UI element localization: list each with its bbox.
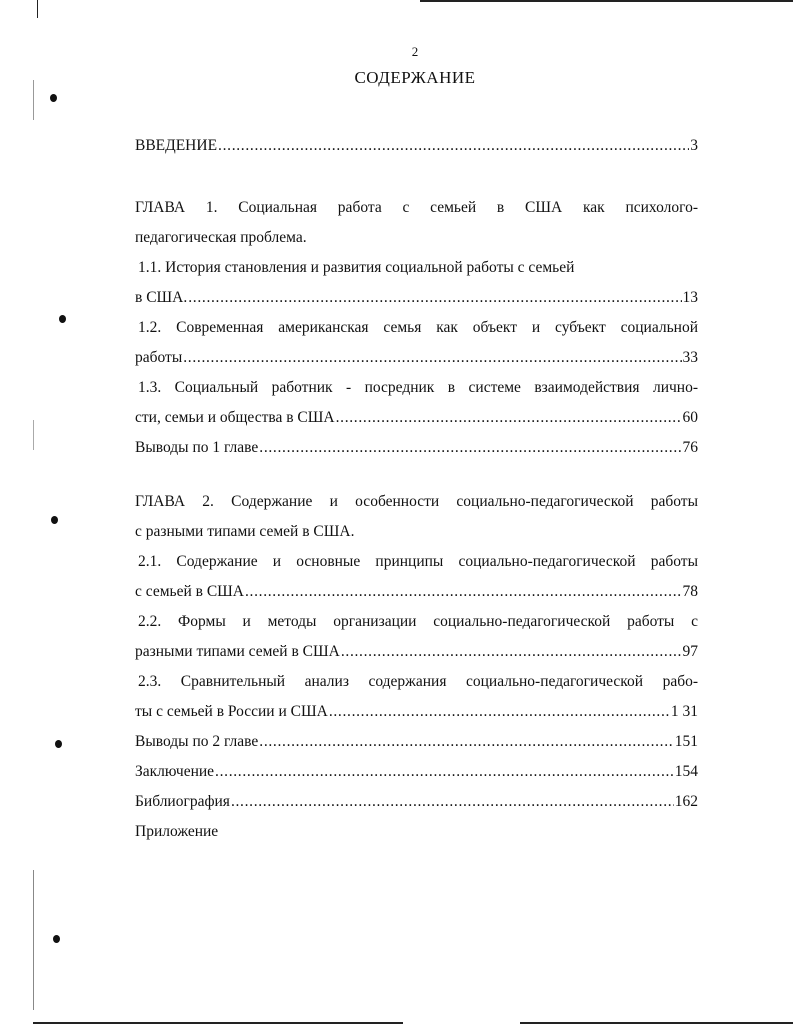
section-title[interactable]: 2.2. Формы и методы организации социально-педагогической работы с [138,613,698,630]
section-title[interactable]: 1.2. Современная американская семья как объект и субъект социальной [138,319,698,336]
toc-entry-page: 13 [682,289,698,306]
scan-edge-bottom [33,1022,403,1024]
toc-chapter-1 [135,193,698,463]
toc-entry-label: разными типами семей в США [135,643,340,660]
scan-edge-top [420,0,793,2]
dot-leader [215,757,674,787]
dot-leader [183,343,681,373]
toc-entry-label: Выводы по 2 главе [135,733,259,750]
dot-leader [218,131,689,161]
toc-entry-page: 97 [682,643,698,660]
section-title[interactable]: 1.3. Социальный работник - посредник в системе взаимодействия лично- [138,379,698,396]
scan-edge-left-bottom [33,870,34,1010]
toc-entry-appendix[interactable]: Приложение [135,823,219,840]
section-title[interactable]: 1.1. История становления и развития социальной работы с семьей [138,259,575,276]
toc-entry-page: 3 [690,137,698,154]
toc-entry-label: Библиография [135,793,230,810]
toc-entry[interactable] [135,787,698,817]
toc-entry-page: 154 [674,763,698,780]
toc-entry[interactable] [135,131,698,161]
binder-hole-mark [53,935,60,943]
scan-edge-bottom-right [520,1022,793,1024]
binder-hole-mark [51,516,58,524]
section-title[interactable]: 2.1. Содержание и основные принципы социально-педагогической работы [138,553,698,570]
toc-entry-label: с семьей в США [135,583,244,600]
scan-edge-left-low [33,420,34,450]
dot-leader [259,727,673,757]
toc-entry-label: сти, семьи и общества в США [135,409,335,426]
toc-entry-page: 1 31 [670,703,698,720]
toc-entry-label: Выводы по 1 главе [135,439,259,456]
chapter-heading-cont: педагогическая проблема. [135,229,307,246]
dot-leader [329,697,670,727]
toc-entry-page: 33 [682,349,698,366]
toc-intro [135,131,698,161]
chapter-heading[interactable]: ГЛАВА 2. Содержание и особенности социально-педагогической работы [135,493,698,510]
toc-entry[interactable] [135,757,698,787]
toc-entry-label: Заключение [135,763,215,780]
toc-entry-page: 162 [674,793,698,810]
chapter-heading-cont: с разными типами семей в США. [135,523,355,540]
page-title: СОДЕРЖАНИЕ [354,68,476,87]
dot-leader [336,403,682,433]
page-number: 2 [411,44,419,59]
toc-entry-label: ты с семьей в России и США [135,703,328,720]
binder-hole-mark [55,740,62,748]
scan-edge-left-top [37,0,38,18]
section-title[interactable]: 2.3. Сравнительный анализ содержания социально-педагогической рабо- [138,673,698,690]
dot-leader [341,637,682,667]
toc-entry-page: 60 [682,409,698,426]
toc-entry[interactable] [135,697,698,727]
toc-entry-label: в США. [135,289,188,306]
toc-entry-page: 76 [682,439,698,456]
dot-leader [245,577,682,607]
toc-entry-page: 78 [682,583,698,600]
toc-entry[interactable] [135,577,698,607]
toc-entry[interactable] [135,727,698,757]
dot-leader [231,787,674,817]
toc-entry[interactable] [135,637,698,667]
dot-leader [188,283,681,313]
toc-entry[interactable] [135,283,698,313]
chapter-heading[interactable]: ГЛАВА 1. Социальная работа с семьей в США как психолого- [135,199,698,216]
toc-entry-label: ВВЕДЕНИЕ [135,137,218,154]
binder-hole-mark [59,315,66,323]
dot-leader [259,433,681,463]
binder-hole-mark [50,94,57,102]
toc-entry[interactable] [135,403,698,433]
toc-chapter-2 [135,487,698,847]
toc-entry-page: 151 [674,733,698,750]
toc-entry-label: работы [135,349,183,366]
toc-entry[interactable] [135,433,698,463]
toc-entry[interactable] [135,343,698,373]
